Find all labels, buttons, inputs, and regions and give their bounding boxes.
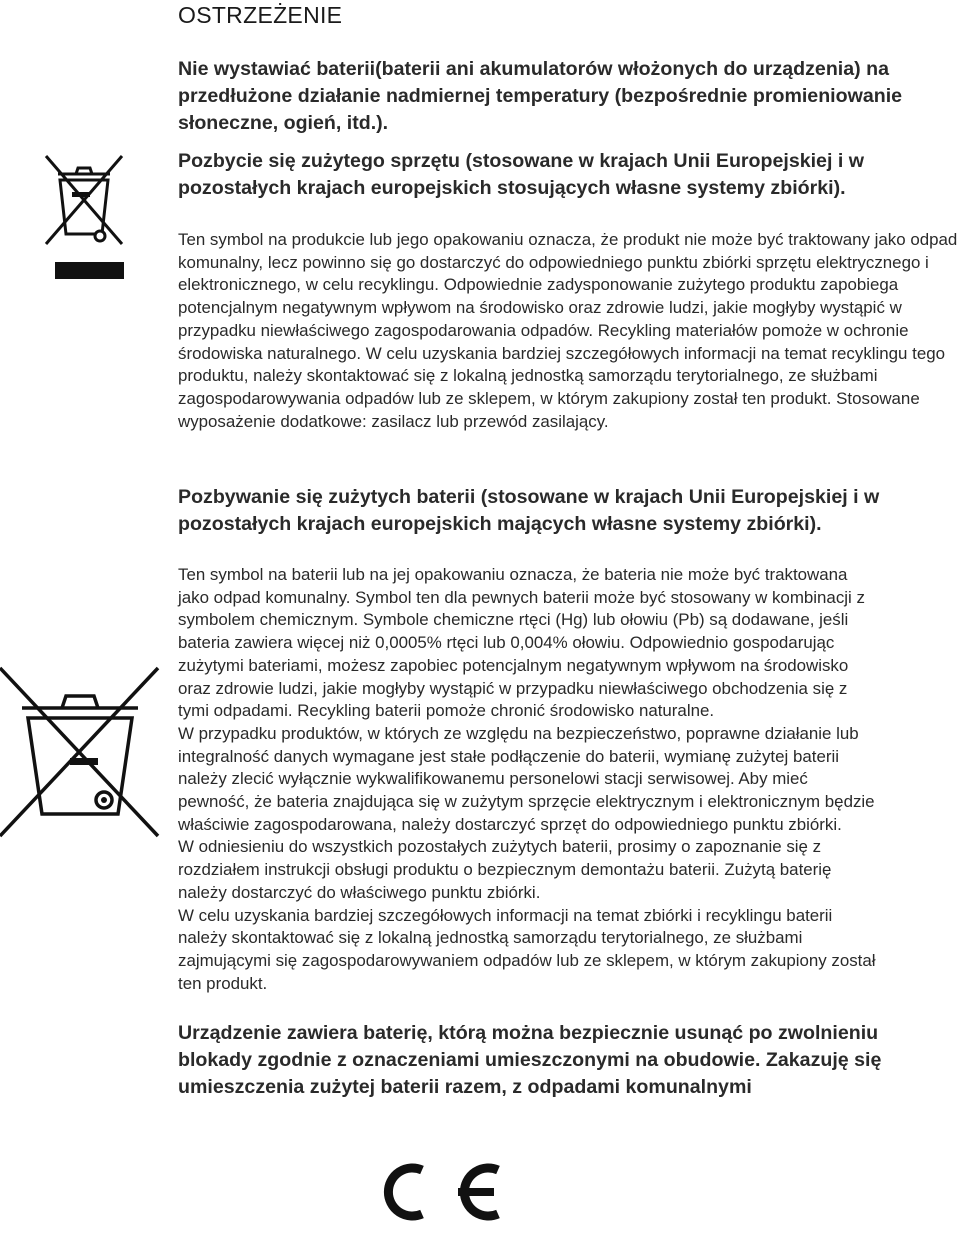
battery-body-line: pewność, że bateria znajdująca się w zużytym sprzęcie elektrycznym i elektronicznym będzie (178, 792, 875, 812)
battery-body-line: rozdziałem instrukcji obsługi produktu o bezpiecznym demontażu baterii. Zużytą baterię (178, 860, 832, 880)
battery-body-line: właściwie zagospodarowana, należy dostarczyć sprzęt do odpowiedniego punktu zbiórki. (178, 814, 842, 834)
page-title: OSTRZEŻENIE (178, 2, 343, 28)
battery-disposal-body (178, 564, 960, 995)
crossed-out-bin-icon (44, 150, 124, 248)
battery-body-line: zużytymi bateriami, możesz zapobiec potencjalnym negatywnym wpływom na środowisko (178, 655, 849, 675)
battery-disposal-title: Pozbywanie się zużytych baterii (stosowane w krajach Unii Europejskiej i w pozostałych krajach europejskich mających własne systemy zbiórki). (178, 486, 880, 535)
weee-bar-marker (55, 262, 124, 279)
battery-body-line: W celu uzyskania bardziej szczegółowych informacji na temat zbiórki i recyklingu baterii (178, 905, 833, 925)
battery-body-line: W odniesieniu do wszystkich pozostałych zużytych baterii, prosimy o zapoznanie się z (178, 837, 822, 857)
battery-body-line: należy dostarczyć do właściwego punktu zbiórki. (178, 882, 541, 902)
battery-body-line: oraz zdrowie ludzi, jakie mogłyby wystąpić w przypadku niewłaściwego obchodzenia się z (178, 678, 848, 698)
battery-body-line: Ten symbol na baterii lub na jej opakowaniu oznacza, że bateria nie może być traktowana (178, 565, 848, 584)
temperature-warning: Nie wystawiać baterii(baterii ani akumulatorów włożonych do urządzenia) na przedłużone działanie nadmiernej temperatury (bezpośrednie promieniowanie słoneczne, ogień, itd.). (178, 58, 903, 134)
battery-body-line: tymi odpadami. Recykling baterii pomoże chronić środowisko naturalne. (178, 701, 715, 721)
crossed-out-bin-icon (0, 666, 160, 838)
battery-body-line: ten produkt. (178, 973, 268, 993)
weee-disposal-title: Pozbycie się zużytego sprzętu (stosowane w krajach Unii Europejskiej i w pozostałych krajach europejskich stosujących własne systemy zbiórki). (178, 150, 864, 199)
battery-body-line: symbolem chemicznym. Symbole chemiczne rtęci (Hg) lub ołowiu (Pb) są dodawane, jeśli (178, 610, 849, 630)
battery-body-line: zajmującymi się zagospodarowywaniem odpadów lub ze sklepem, w którym zakupiony został (178, 950, 876, 970)
weee-disposal-body: Ten symbol na produkcie lub jego opakowaniu oznacza, że produkt nie może być traktowany jako odpad komunalny, lecz powinno się go dostarczyć do odpowiedniego punktu zbiórki sprzętu elektrycznego i elektronicznego, w celu recyklingu. Odpowiednie zadysponowanie zużytego produktu zapobiega potencjalnym negatywnym wpływom na środowisko oraz zdrowie ludzi, jakie mogłyby wystąpić w przypadku niewłaściwego zagospodarowania odpadów. Recykling materiałów pomoże w ochronie środowiska naturalnego. W celu uzyskania bardziej szczegółowych informacji na temat recyklingu tego produktu, należy skontaktować się z lokalną jednostką samorządu terytorialnego, ze służbami zagospodarowywania odpadów lub ze sklepem, w którym zakupiony został ten produkt. Stosowane wyposażenie dodatkowe: zasilacz lub przewód zasilający. (178, 230, 958, 431)
battery-body-line: W przypadku produktów, w których ze względu na bezpieczeństwo, poprawne działanie lub (178, 723, 859, 743)
ce-mark-icon (366, 1162, 514, 1222)
battery-removal-notice: Urządzenie zawiera baterię, którą można bezpiecznie usunąć po zwolnieniu blokady zgodnie z oznaczeniami umieszczonymi na obudowie. Zakazuję się umieszczenia zużytej baterii razem, z odpadami komunalnymi (178, 1022, 882, 1098)
battery-body-line: bateria zawiera więcej niż 0,0005% rtęci lub 0,004% ołowiu. Odpowiednio gospodarując (178, 633, 835, 653)
battery-body-line: należy skontaktować się z lokalną jednostką samorządu terytorialnego, ze służbami (178, 928, 803, 948)
battery-body-line: należy zlecić wyłącznie wykwalifikowanemu personelowi stacji serwisowej. Aby mieć (178, 769, 808, 789)
battery-body-line: jako odpad komunalny. Symbol ten dla pewnych baterii może być stosowany w kombinacji z (178, 587, 865, 607)
battery-body-line: integralność danych wymagane jest stałe podłączenie do baterii, wymianę zużytej baterii (178, 746, 839, 766)
